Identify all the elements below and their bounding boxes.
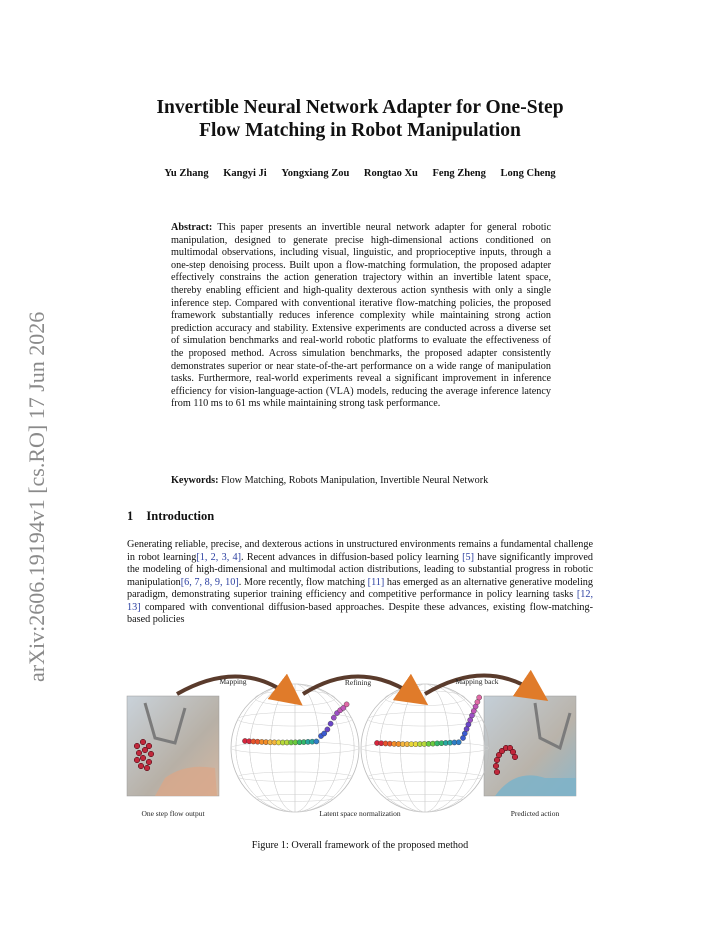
action-point	[136, 750, 142, 756]
action-point	[142, 747, 148, 753]
keywords-text: Flow Matching, Robots Manipulation, Invertible Neural Network	[221, 475, 489, 486]
section-title: Introduction	[146, 509, 215, 523]
intro-text: compared with conventional diffusion-based approaches. Despite these advances, existing flow-matching-based policies	[127, 601, 593, 625]
panel-label-latent: Latent space normalization	[319, 809, 401, 818]
keywords-label: Keywords:	[171, 475, 219, 486]
panel-label-predicted: Predicted action	[510, 809, 560, 818]
author-name: Yongxiang Zou	[281, 168, 350, 179]
latent-points-left	[242, 702, 349, 745]
latent-points-right	[374, 695, 481, 747]
abstract-text: This paper presents an invertible neural network adapter for general robotic manipulation, designed to generate precise high-dimensional actions conditioned on multimodal observations, including visual, linguistic, and proprioceptive inputs, through a one-step denoising process. Built upon a flow-matching formulation, the proposed adapter effectively constrains the action generation trajectory within an invertible latent space, thereby enabling efficient and high-quality dexterous action synthesis with only a single inference step. Compared with conventional iterative flow-matching policies, the proposed framework substantially reduces inference complexity while maintaining strong action prediction accuracy and stability. Extensive experiments are conducted across a diverse set of simulation benchmarks and real-world robotic platforms to evaluate the effectiveness of the proposed method. Across simulation benchmarks, the proposed adapter consistently demonstrates superior or near state-of-the-art performance on a wide range of manipulation tasks. Furthermore, real-world experiments reveal a significant improvement in inference efficiency for vision-language-action (VLA) models, reducing the average inference latency from 110 ms to 61 ms while maintaining strong task performance.	[171, 222, 551, 410]
latent-point	[325, 727, 330, 732]
latent-point	[477, 695, 482, 700]
action-point	[140, 755, 146, 761]
author-name: Yu Zhang	[164, 168, 209, 179]
action-point	[493, 763, 499, 769]
action-point	[134, 743, 140, 749]
citation-link[interactable]: [5]	[462, 551, 474, 563]
intro-text: Generating reliable, precise, and dexterous actions in unstructured environments remains a fundamental challenge in robot learning	[127, 539, 593, 563]
figure-caption: Figure 1: Overall framework of the proposed method	[251, 840, 469, 851]
author-list	[0, 168, 720, 179]
intro-text: have significantly improved the modeling of high-dimensional and multimodal action distributions, leading to substantial progress in robotic manipulation	[127, 551, 594, 588]
intro-text: has emerged as an alternative generative modeling paradigm, demonstrating superior training efficiency and competitive performance in policy learning tasks	[127, 576, 593, 600]
section-heading	[127, 509, 214, 524]
latent-point	[328, 721, 333, 726]
action-point	[140, 739, 146, 745]
intro-paragraph	[127, 539, 593, 627]
citation-link[interactable]: [11]	[367, 576, 385, 588]
arrow-label-mapping-back: Mapping back	[455, 677, 499, 686]
left-robot-photo	[127, 696, 219, 796]
action-point	[138, 763, 144, 769]
paper-title-line-1: Invertible Neural Network Adapter for One-Step	[156, 97, 564, 118]
section-number: 1	[127, 509, 134, 523]
abstract	[171, 222, 551, 411]
action-point	[134, 757, 140, 763]
latent-point	[331, 715, 336, 720]
citation-link[interactable]: [12, 13]	[127, 589, 593, 613]
intro-text: . Recent advances in diffusion-based policy learning	[241, 551, 463, 563]
latent-point	[344, 702, 349, 707]
panel-label-one-step: One step flow output	[141, 809, 205, 818]
paper-title-line-2: Flow Matching in Robot Manipulation	[199, 120, 521, 141]
latent-point	[314, 739, 319, 744]
arxiv-sidebar-id	[4, 262, 64, 682]
latent-sphere-left	[231, 684, 359, 812]
action-point	[144, 765, 150, 771]
citation-link[interactable]: [6, 7, 8, 9, 10]	[180, 576, 239, 588]
author-name: Long Cheng	[500, 168, 556, 179]
keywords	[171, 475, 551, 486]
action-point	[148, 751, 154, 757]
action-point	[512, 754, 518, 760]
latent-sphere-right	[361, 684, 489, 812]
author-name: Rongtao Xu	[363, 168, 418, 179]
intro-text: . More recently, flow matching	[238, 576, 368, 588]
arrow-label-refining: Refining	[344, 678, 372, 687]
action-point	[494, 769, 500, 775]
figure-framework	[125, 668, 595, 823]
citation-link[interactable]: [1, 2, 3, 4]	[196, 551, 242, 563]
abstract-label: Abstract:	[171, 222, 213, 233]
arrow-label-mapping: Mapping	[219, 677, 247, 686]
action-point	[146, 759, 152, 765]
latent-point	[456, 740, 461, 745]
arxiv-identifier: arXiv:2606.19194v1 [cs.RO] 17 Jun 2026	[24, 311, 49, 682]
author-name: Kangyi Ji	[223, 168, 267, 179]
right-robot-photo	[484, 696, 576, 796]
author-name: Feng Zheng	[432, 168, 486, 179]
